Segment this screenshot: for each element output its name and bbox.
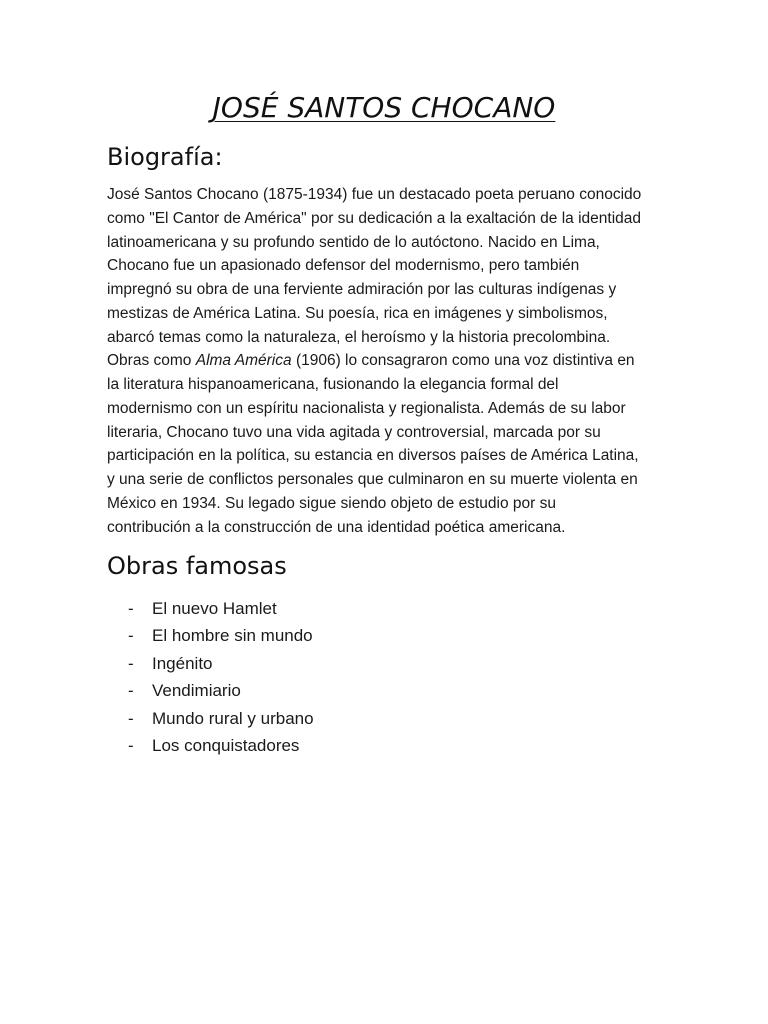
work-title: Los conquistadores: [152, 736, 300, 756]
biography-line: impregnó su obra de una ferviente admiración por las culturas indígenas y: [107, 281, 617, 298]
works-list: [128, 595, 314, 759]
biography-line: contribución a la construcción de una identidad poética americana.: [107, 518, 566, 536]
bullet-dash: -: [128, 736, 134, 756]
biography-line: latinoamericana y su profundo sentido de lo autóctono. Nacido en Lima,: [107, 233, 600, 251]
list-item: [128, 732, 314, 759]
work-title: El nuevo Hamlet: [152, 599, 277, 618]
biography-line: México en 1934. Su legado sigue siendo objeto de estudio por su: [107, 494, 556, 512]
document-title: [0, 88, 768, 128]
book-title-alma-america: Alma América: [195, 352, 292, 370]
biography-text: (1906) lo consagraron como una voz distintiva en: [291, 352, 635, 370]
bullet-dash: -: [128, 599, 134, 618]
biography-heading: Biografía:: [107, 143, 223, 171]
biography-line: [107, 349, 667, 373]
bullet-dash: -: [128, 653, 134, 673]
work-title: Mundo rural y urbano: [152, 708, 314, 728]
list-item: [128, 595, 314, 622]
biography-text: Obras como: [107, 352, 196, 370]
bullet-dash: -: [128, 681, 134, 701]
biography-line: la literatura hispanoamericana, fusionando la elegancia formal del: [107, 376, 559, 393]
document-title-text: JOSÉ SANTOS CHOCANO: [212, 91, 556, 124]
biography-line: literaria, Chocano tuvo una vida agitada y controversial, marcada por su: [107, 423, 601, 441]
list-item: [128, 622, 314, 649]
biography-line: Chocano fue un apasionado defensor del modernismo, pero también: [107, 257, 580, 275]
works-heading: Obras famosas: [107, 552, 287, 580]
list-item: [128, 650, 314, 677]
biography-line: abarcó temas como la naturaleza, el heroísmo y la historia precolombina.: [107, 328, 611, 346]
list-item: [128, 705, 314, 732]
work-title: El hombre sin mundo: [152, 626, 313, 646]
biography-paragraph: [107, 183, 667, 539]
biography-line: modernismo con un espíritu nacionalista y regionalista. Además de su labor: [107, 399, 626, 417]
biography-line: José Santos Chocano (1875-1934) fue un destacado poeta peruano conocido: [107, 186, 642, 203]
biography-line: participación en la política, su estancia en diversos países de América Latina,: [107, 447, 639, 465]
biography-line: y una serie de conflictos personales que culminaron en su muerte violenta en: [107, 471, 638, 488]
list-item: [128, 677, 314, 704]
biography-line: como "El Cantor de América" por su dedicación a la exaltación de la identidad: [107, 209, 642, 227]
work-title: Ingénito: [152, 653, 213, 673]
biography-line: mestizas de América Latina. Su poesía, rica en imágenes y simbolismos,: [107, 304, 608, 322]
bullet-dash: -: [128, 626, 134, 646]
bullet-dash: -: [128, 708, 134, 728]
work-title: Vendimiario: [152, 681, 241, 701]
